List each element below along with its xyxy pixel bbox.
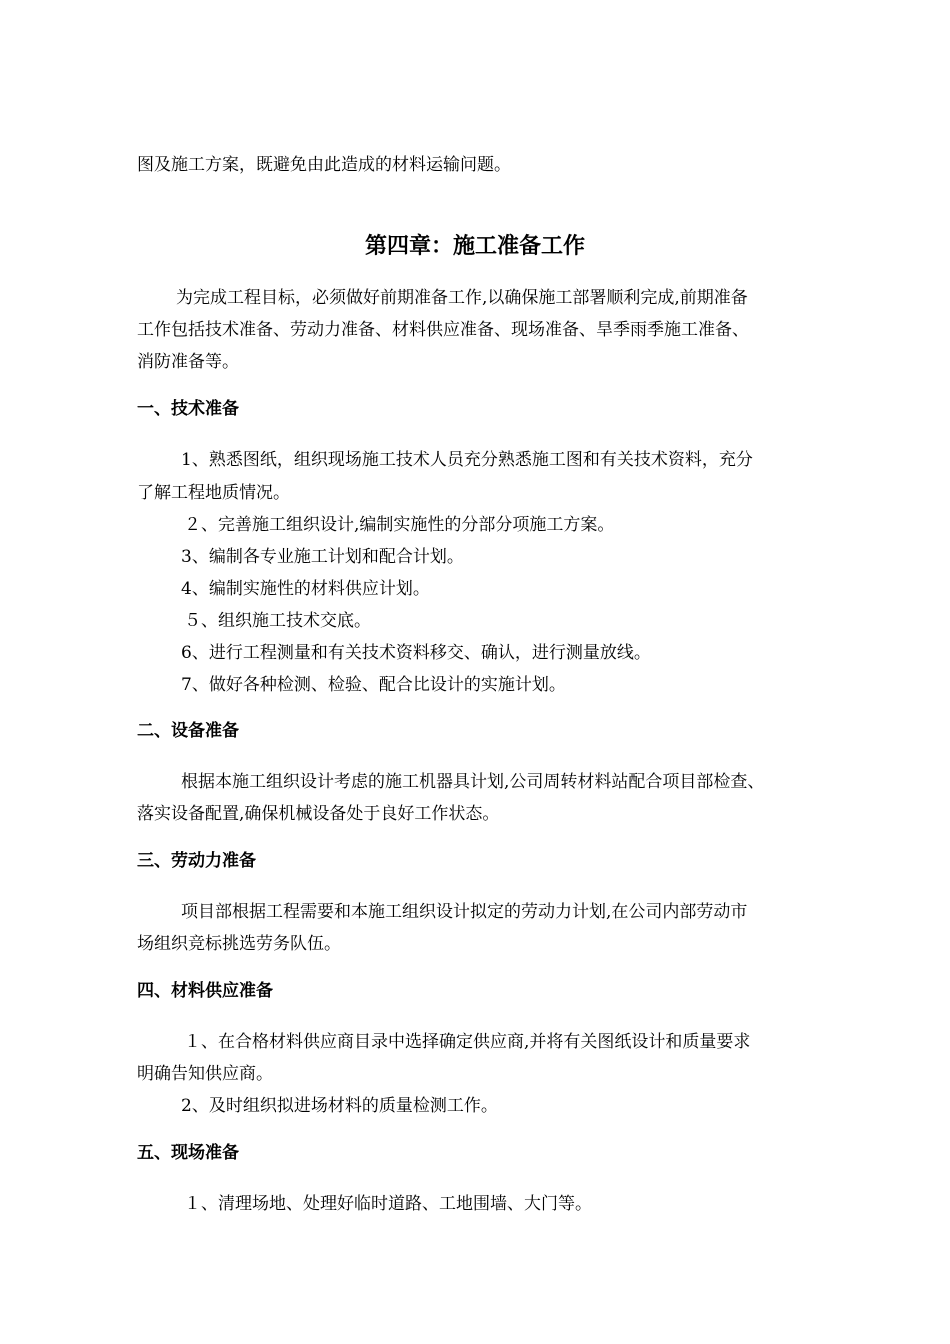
section-heading-equipment: 二、设备准备 (137, 721, 239, 741)
tech-item-line: 7、做好各种检测、检验、配合比设计的实施计划。 (181, 675, 566, 695)
site-text-line: １、清理场地、处理好临时道路、工地围墙、大门等。 (184, 1194, 592, 1214)
tech-item-line: 4、编制实施性的材料供应计划。 (181, 579, 430, 599)
chapter-title: 第四章：施工准备工作 (364, 234, 585, 259)
material-text-line: 明确告知供应商。 (137, 1064, 273, 1084)
equipment-text-line: 落实设备配置,确保机械设备处于良好工作状态。 (137, 804, 500, 824)
chapter-paragraph-line: 工作包括技术准备、劳动力准备、材料供应准备、现场准备、旱季雨季施工准备、 (137, 320, 749, 340)
equipment-text-line: 根据本施工组织设计考虑的施工机器具计划,公司周转材料站配合项目部检查、 (181, 772, 765, 792)
section-heading-material: 四、材料供应准备 (137, 981, 273, 1001)
section-heading-labor: 三、劳动力准备 (137, 851, 256, 871)
labor-text-line: 场组织竞标挑选劳务队伍。 (137, 934, 341, 954)
section-heading-tech: 一、技术准备 (137, 399, 239, 419)
tech-item-line: 1、熟悉图纸，组织现场施工技术人员充分熟悉施工图和有关技术资料，充分 (181, 450, 753, 470)
tech-item-line: 3、编制各专业施工计划和配合计划。 (181, 547, 464, 567)
tech-item-line: ５、组织施工技术交底。 (184, 611, 371, 631)
chapter-paragraph-line: 消防准备等。 (137, 352, 239, 372)
tech-item-line: 了解工程地质情况。 (137, 483, 290, 503)
tech-item-line: ２、完善施工组织设计,编制实施性的分部分项施工方案。 (184, 515, 615, 535)
labor-text-line: 项目部根据工程需要和本施工组织设计拟定的劳动力计划,在公司内部劳动市 (181, 902, 748, 922)
section-heading-site: 五、现场准备 (137, 1143, 239, 1163)
material-text-line: 2、及时组织拟进场材料的质量检测工作。 (181, 1096, 498, 1116)
tech-item-line: 6、进行工程测量和有关技术资料移交、确认，进行测量放线。 (181, 643, 651, 663)
chapter-paragraph-line: 为完成工程目标，必须做好前期准备工作,以确保施工部署顺利完成,前期准备 (176, 288, 748, 308)
intro-text-line: 图及施工方案，既避免由此造成的材料运输问题。 (137, 155, 511, 175)
material-text-line: １、在合格材料供应商目录中选择确定供应商,并将有关图纸设计和质量要求 (184, 1032, 751, 1052)
